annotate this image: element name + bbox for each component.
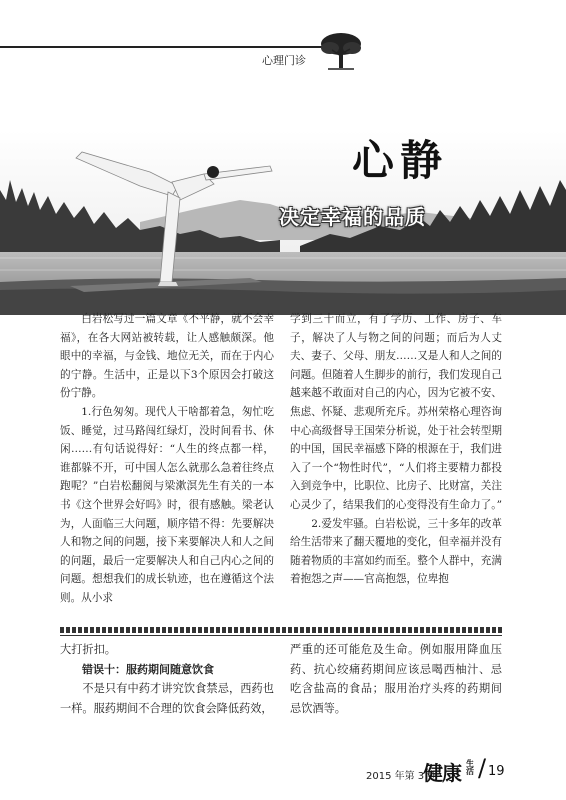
issue-number: 2015 年第 3 期 [366,771,438,782]
tree-icon [318,30,364,72]
bottom-column-left [60,640,274,718]
paragraph: 1.行色匆匆。现代人干啥都着急，匆忙吃饭、睡觉，过马路闯红绿灯，没时间看书、休闲……有句话说得好：“人生的终点都一样，谁都躲不开，可中国人怎么就那么急着往终点跑呢？”白岩松翻阅与梁漱溟先生有关的一本书《这个世界会好吗》时，很有感触。梁老认为，人面临三大问题，顺序错不得：先要解决人和物之间的问题，接下来要解决人和人之间的问题，最后一定要解决人和自己内心之间的问题。想想我们的成长轨迹，也在遵循这个法则。从小求 [60,405,274,604]
magazine-brand: 健康 [423,761,461,785]
bottom-column-right [290,640,502,718]
paragraph: 不是只有中药才讲究饮食禁忌，西药也一样。服药期间不合理的饮食会降低药效， [60,682,274,715]
header-rule [0,46,330,48]
section-divider [60,627,502,633]
paragraph: 学到三十而立，有了学历、工作、房子、车子，解决了人与物之间的问题；而后为人丈夫、妻子、父母、朋友……又是人和人之间的问题。但随着人生脚步的前行，我们发现自己越来越不敢面对自己的内心，因为它被不安、焦虑、怀疑、悲观所充斥。苏州荣格心理咨询中心高级督导王国荣分析说，处于社会转型期的中国，国民幸福感下降的根源在于，我们进入了一个“物性时代”，“人们将主要精力都投入到竞争中，比职位、比房子、比财富，关注心灵少了，结果我们的心变得没有生命力了。” [290,313,502,511]
footer-separator: / [478,754,487,782]
section-divider-line [60,635,502,636]
section-label: 心理门诊 [262,54,306,67]
magazine-brand-sub: 生活 [466,759,474,776]
page-number: 19 [488,764,505,779]
paragraph: 白岩松写过一篇文章《不平静，就不会幸福》，在各大网站被转载，让人感触颇深。他眼中的幸福，与金钱、地位无关，而在于内心的宁静。生活中，正是以下3个原因会打破这份宁静。 [60,313,274,400]
continued-fragment: 大打折扣。 [60,643,116,656]
article-subtitle: 决定幸福的品质 [279,205,426,229]
error-heading: 错误十：服药期间随意饮食 [82,662,214,676]
article-column-right [290,310,502,589]
article-column-left [60,310,274,608]
article-title: 心静 [352,136,449,185]
paragraph: 2.爱发牢骚。白岩松说，三十多年的改革给生活带来了翻天覆地的变化，但幸福并没有随着物质的丰富如约而至。整个人群中，充满着抱怨之声——官高抱怨，位卑抱 [290,517,502,586]
paragraph: 严重的还可能危及生命。例如服用降血压药、抗心绞痛药期间应该忌喝西柚汁、忌吃含盐高的食品；服用治疗头疼的药期间忌饮酒等。 [290,643,502,715]
